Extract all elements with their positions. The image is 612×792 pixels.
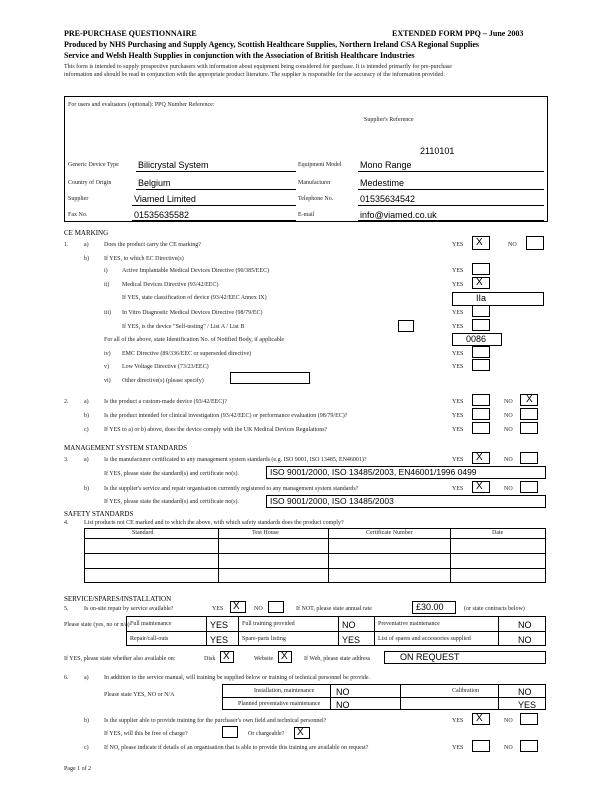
notified-body-value: 0086	[466, 334, 487, 344]
supplier-value[interactable]: Viamed Limited	[134, 194, 196, 204]
list-b-box[interactable]	[398, 320, 414, 332]
page-number: Page 1 of 2	[64, 766, 92, 772]
yes-label: YES	[452, 242, 464, 248]
classification-value: IIa	[476, 293, 487, 303]
q6b-chargeable-mark: X	[297, 727, 304, 738]
directive-ii-mark: X	[476, 277, 483, 288]
accessories-label: List of spares and accessories supplied	[378, 636, 471, 642]
supplier-label: Supplier	[68, 196, 89, 202]
origin-label: Country of Origin	[68, 180, 112, 186]
fax-label: Fax No.	[68, 212, 88, 218]
q1a-text: Does the product carry the CE marking?	[104, 242, 201, 248]
producer-line-2: Service and Welsh Health Supplies in conjunction with the Association of British Healthcare Industries	[64, 51, 415, 60]
q2c-text: If YES to a) or b) above, does the device comply with the UK Medical Devices Regulations?	[104, 427, 328, 433]
device-type-label: Generic Device Type	[68, 162, 119, 168]
divider	[358, 171, 544, 172]
full-maintenance-label: Full maintenance	[130, 621, 172, 627]
state-label: Please state (yes, no or n/a)	[64, 622, 130, 628]
directive-ii: Medical Devices Directive (93/42/EEC)	[122, 282, 219, 288]
supplier-ref-label: Supplier's Reference	[364, 117, 414, 123]
q5-yes-mark: X	[233, 601, 240, 612]
q5-rate-label: If NOT, please state annual rate	[296, 606, 372, 612]
directive-iv: EMC Directive (89/336/EEC or superseded directive)	[122, 351, 252, 357]
producer-line-1: Produced by NHS Purchasing and Supply Agency, Scottish Healthcare Supplies, Northern Ireland CSA Regional Supplies	[64, 40, 480, 49]
q3a-no-box[interactable]	[520, 452, 538, 464]
q6-side-label: Please state YES, NO or N/A	[104, 692, 175, 698]
divider	[132, 205, 296, 206]
email-label: E-mail	[298, 212, 315, 218]
q1a-no-box[interactable]	[526, 236, 544, 250]
preventative-label: Preventative maintenance	[378, 621, 440, 627]
col-standard: Standard	[132, 530, 154, 536]
spares-label: Spare-parts listing	[242, 636, 286, 642]
directive-iii: In Vitro Diagnostic Medical Devices Directive (98/79/EC)	[122, 310, 263, 316]
q3a-standards-value: ISO 9001/2000, ISO 13485/2003, EN46001/1996 0499	[270, 467, 477, 477]
q4-text: List products not CE marked and to which the above, with which safety standards does the product comply?	[84, 520, 344, 526]
q1b-text: If YES, to which EC Directive(s)	[104, 256, 184, 262]
q5-no-box[interactable]	[268, 601, 284, 613]
q6c-yes-box[interactable]	[472, 740, 490, 752]
service-heading: SERVICE/SPARES/INSTALLATION	[64, 595, 172, 603]
accessories-value[interactable]: NO	[518, 635, 532, 645]
q5-text: Is on-site repair by service available?	[84, 606, 174, 612]
device-type-value[interactable]: Bilicrystal System	[138, 160, 209, 170]
ppq-reference-label: For users and evaluators (optional): PPQ Number Reference:	[68, 102, 215, 108]
q5-contracts-note: (or state contracts below)	[464, 606, 525, 612]
classification-box[interactable]	[452, 292, 544, 306]
directive-v-box[interactable]	[472, 359, 490, 371]
q6b-chargeable-label: Or chargeable?	[248, 731, 285, 737]
q6b-yes-mark: X	[476, 713, 483, 724]
directive-i: Active Implantable Medical Devices Directive (90/385/EEC)	[122, 268, 270, 274]
q6b-no-box[interactable]	[520, 713, 538, 725]
q3b-no-box[interactable]	[520, 481, 538, 493]
phone-value[interactable]: 01535634542	[360, 194, 416, 204]
q3b-state-label: If YES, please state the standard(s) and certificate no(s).	[104, 499, 240, 505]
q2a-yes-box[interactable]	[472, 394, 490, 406]
manufacturer-label: Manufacturer	[298, 180, 331, 186]
availability-label: If YES, please state whether also available on:	[64, 656, 176, 662]
supplier-ref-value[interactable]: 2110101	[420, 146, 455, 156]
col-certificate: Certificate Number	[366, 530, 413, 536]
q6c-no-box[interactable]	[520, 740, 538, 752]
q3a-text: Is the manufacturer certificated to any management system standards (e.g. ISO 9001, ISO 13485, EN46001)?	[104, 457, 367, 463]
ce-heading: CE MARKING	[64, 229, 109, 237]
repair-label: Repair/call-outs	[130, 636, 169, 642]
full-maintenance-value[interactable]: YES	[210, 620, 229, 630]
q2b-yes-box[interactable]	[472, 408, 490, 420]
safety-heading: SAFETY STANDARDS	[64, 510, 134, 518]
website-label: Website	[254, 656, 274, 662]
web-address-label: If Web, please state address	[304, 656, 371, 662]
safety-table	[84, 528, 546, 583]
intro-line-2: information and should be read in conjunction with the appropriate product literature. The supplier is responsible for the accuracy of the information provided.	[64, 72, 445, 78]
q3a-yes-mark: X	[476, 452, 483, 463]
repair-value[interactable]: YES	[210, 635, 229, 645]
disk-mark: X	[223, 651, 230, 662]
q3b-text: Is the supplier's service and repair organisation currently registered to any management system standards?	[104, 486, 359, 492]
preventative-value[interactable]: NO	[518, 620, 532, 630]
divider	[132, 220, 296, 221]
installation-label: Installation, maintenance	[254, 688, 315, 694]
website-mark: X	[281, 651, 288, 662]
divider	[358, 205, 544, 206]
q6a-text: In addition to the service manual, will training be supplied below or training of technical personnel be provide.	[104, 675, 371, 681]
q6c-text: If NO, please indicate if details of an organisation that is able to provide this training are available on request?	[104, 745, 369, 751]
q2a-text: Is the product a custom-made device (93/42/EEC)?	[104, 399, 227, 405]
form-title: PRE-PURCHASE QUESTIONNAIRE	[64, 29, 197, 38]
notified-body-label: For all of the above, state Identification No. of Notified Body, if applicable	[104, 337, 285, 343]
divider	[358, 220, 544, 221]
disk-label: Disk	[204, 656, 216, 662]
q2b-text: Is the product intended for clinical investigation (93/42/EEC) or performance evaluation (98/79/EC)?	[104, 413, 348, 419]
divider	[136, 171, 296, 172]
calibration-label: Calibration	[452, 688, 479, 694]
q6a-other-value[interactable]: YES	[518, 700, 537, 710]
q5-rate-value: £30.00	[416, 602, 444, 612]
email-value[interactable]: info@viamed.co.uk	[360, 210, 437, 220]
q1a-yes-mark: X	[476, 237, 483, 248]
qms-heading: MANAGEMENT SYSTEM STANDARDS	[64, 444, 187, 452]
fax-value[interactable]: 01535635582	[134, 210, 190, 220]
form-version: EXTENDED FORM PPQ – June 2003	[392, 29, 524, 38]
calibration-value[interactable]: NO	[518, 687, 532, 697]
divider	[358, 189, 544, 190]
q2b-no-box[interactable]	[520, 408, 538, 420]
q2c-yes-box[interactable]	[472, 422, 490, 434]
training-value[interactable]: NO	[342, 620, 356, 630]
divider	[136, 189, 296, 190]
origin-value[interactable]: Belgium	[138, 178, 171, 188]
model-label: Equipment Model	[298, 162, 342, 168]
directive-iv-box[interactable]	[472, 346, 490, 358]
col-test-house: Test House	[252, 530, 279, 536]
directive-vi: Other directive(s) (please specify)	[122, 378, 204, 384]
directive-i-box[interactable]	[472, 263, 490, 275]
q2c-no-box[interactable]	[520, 422, 538, 434]
classification-label: If YES, state classification of device (93/42/EEC Annex IX)	[122, 295, 267, 301]
spares-value[interactable]: YES	[342, 635, 361, 645]
installation-value[interactable]: NO	[336, 687, 350, 697]
model-value[interactable]: Mono Range	[360, 160, 412, 170]
q6b-free-box[interactable]	[222, 726, 238, 738]
other-directive-box[interactable]	[230, 372, 310, 384]
intro-line-1: This form is intended to supply prospective purchasers with information about equipment being considered for purchase. It is intended primarily for pre-purchase	[64, 64, 452, 70]
q6b-text: Is the supplier able to provide training for the purchaser's own field and technical personnel?	[104, 718, 327, 724]
no-label: NO	[508, 242, 517, 248]
manufacturer-value[interactable]: Medestime	[360, 178, 405, 188]
directive-iii-sub-box[interactable]	[472, 319, 490, 331]
phone-label: Telephone No.	[298, 196, 334, 202]
training-label: Full training provided	[242, 621, 295, 627]
q2a-no-mark: X	[526, 394, 533, 405]
directive-iii-box[interactable]	[472, 305, 490, 317]
directive-iii-sub: If YES, is the device "Self-testing" / List A / List B	[122, 324, 245, 330]
q3b-yes-mark: X	[476, 481, 483, 492]
ppm-value[interactable]: NO	[336, 700, 350, 710]
q3a-state-label: If YES, please state the standard(s) and certificate no(s).	[104, 471, 240, 477]
col-date: Date	[492, 530, 504, 536]
q3b-standards-value: ISO 9001/2000, ISO 13485/2003	[270, 496, 394, 506]
ppm-label: Planned preventative maintenance	[238, 701, 321, 707]
directive-v: Low Voltage Directive (73/23/EEC)	[122, 364, 209, 370]
q6b-free-label: If YES, will this be free of charge?	[104, 731, 188, 737]
web-address-value: ON REQUEST	[400, 652, 460, 662]
